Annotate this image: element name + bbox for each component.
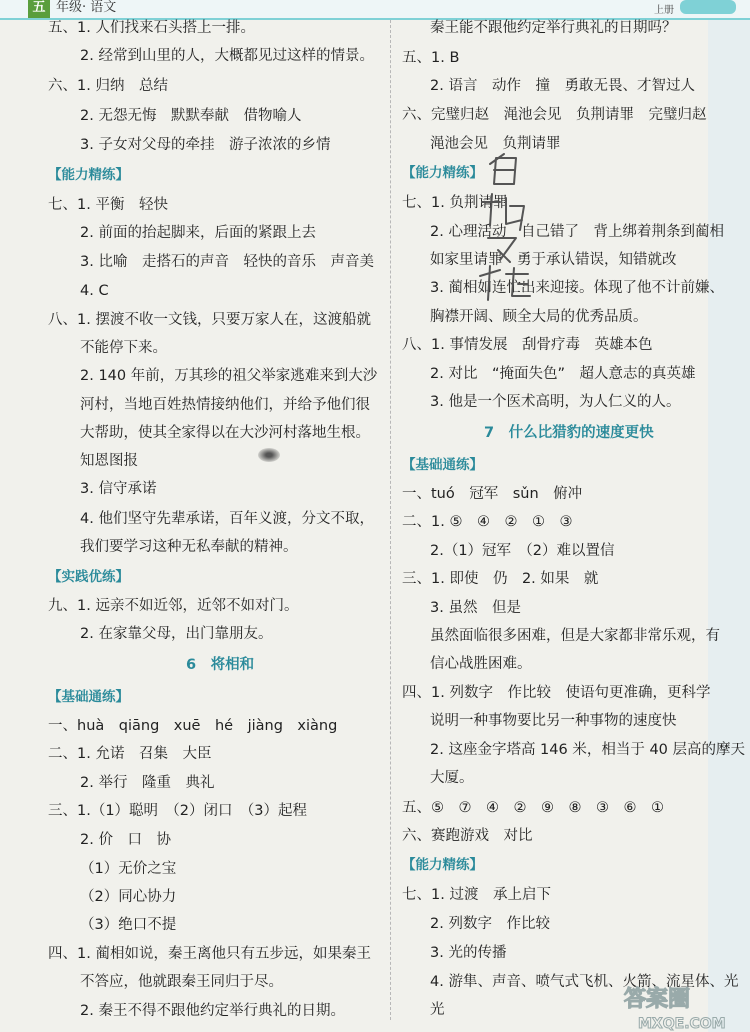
- answer-line: 光: [430, 1002, 445, 1018]
- answer-line: 河村，当地百姓热情接纳他们，并给予他们很: [80, 397, 370, 413]
- answer-line: 如家里请罪 勇于承认错误，知错就改: [430, 252, 677, 268]
- answer-line: 大帮助，使其全家得以在大沙河村落地生根。: [80, 425, 370, 441]
- answer-line: 4. 他们坚守先辈承诺，百年义渡，分文不取，: [80, 511, 374, 527]
- answer-line: 3. 蔺相如连忙出来迎接。体现了他不计前嫌、: [430, 280, 724, 296]
- answer-line: 不能停下来。: [80, 340, 167, 356]
- answer-line: 渑池会见 负荆请罪: [430, 136, 561, 152]
- section-heading: 【基础通练】: [48, 689, 129, 705]
- answer-line: 3. 他是一个医术高明，为人仁义的人。: [430, 394, 681, 410]
- answer-line: 不答应，他就跟秦王同归于尽。: [80, 974, 283, 990]
- grade-badge: 五: [28, 0, 50, 18]
- volume-label: 上册: [654, 5, 674, 16]
- answer-line: 2. 举行 隆重 典礼: [80, 775, 215, 791]
- answer-line: 我们要学习这种无私奉献的精神。: [80, 539, 298, 555]
- section-heading: 【能力精练】: [402, 857, 483, 873]
- answer-line: 2. 前面的抬起脚来，后面的紧跟上去: [80, 225, 316, 241]
- answer-line: 九、1. 远亲不如近邻，近邻不如对门。: [48, 598, 299, 614]
- page-header-bar: [0, 0, 750, 20]
- answer-line: 2.（1）冠军 （2）难以置信: [430, 543, 615, 559]
- answer-line: 六、赛跑游戏 对比: [402, 828, 533, 844]
- answer-line: （1）无价之宝: [80, 861, 177, 877]
- answer-line: 2. 列数字 作比较: [430, 916, 550, 932]
- answer-line: 五、⑤ ⑦ ④ ② ⑨ ⑧ ③ ⑥ ①: [402, 800, 664, 816]
- answer-line: 3. 信守承诺: [80, 481, 157, 497]
- answer-line: 大厦。: [430, 770, 474, 786]
- column-divider: [390, 20, 391, 1020]
- answer-line: 四、1. 蔺相如说，秦王离他只有五步远，如果秦王: [48, 946, 371, 962]
- subject-label: · 语文: [82, 0, 117, 15]
- answer-line: 2. 语言 动作 撞 勇敢无畏、才智过人: [430, 78, 695, 94]
- answer-line: 三、1. 即使 仍 2. 如果 就: [402, 571, 599, 587]
- answer-line: 4. 游隼、声音、喷气式飞机、火箭、流星体、光: [430, 974, 739, 990]
- answer-line: 五、1. B: [402, 50, 460, 66]
- answer-line: 八、1. 摆渡不收一文钱，只要万家人在，这渡船就: [48, 312, 371, 328]
- answer-line: 二、1. ⑤ ④ ② ① ③: [402, 514, 573, 530]
- ink-blot: [258, 448, 280, 462]
- answer-line: 2. 秦王不得不跟他约定举行典礼的日期。: [80, 1003, 345, 1019]
- answer-line: 一、tuó 冠军 sǔn 俯冲: [402, 486, 583, 502]
- answer-line: 胸襟开阔、顾全大局的优秀品质。: [430, 309, 648, 325]
- answer-line: 七、1. 负荆请罪: [402, 195, 508, 211]
- section-heading: 【能力精练】: [48, 167, 129, 183]
- grade-subject-label: [56, 0, 116, 16]
- chapter-title: 7 什么比猎豹的速度更快: [484, 425, 654, 441]
- answer-line: 说明一种事物要比另一种事物的速度快: [430, 713, 677, 729]
- answer-line: 五、1. 人们找来石头搭上一排。: [48, 20, 255, 36]
- answer-line: 3. 子女对父母的牵挂 游子浓浓的乡情: [80, 137, 331, 153]
- right-margin-strip: [708, 20, 750, 1032]
- handwritten-notes: [470, 150, 580, 310]
- answer-line: 2. 在家靠父母，出门靠朋友。: [80, 626, 273, 642]
- answer-line: 四、1. 列数字 作比较 使语句更准确，更科学: [402, 685, 711, 701]
- answer-line: 2. 价 口 协: [80, 832, 171, 848]
- answer-line: 虽然面临很多困难，但是大家都非常乐观，有: [430, 628, 720, 644]
- answer-line: 七、1. 过渡 承上启下: [402, 887, 551, 903]
- chapter-title: 6 将相和: [186, 657, 255, 673]
- answer-line: 秦王能不跟他约定举行典礼的日期吗？: [430, 20, 677, 36]
- answer-line: 4. C: [80, 283, 109, 299]
- answer-line: 3. 比喻 走搭石的声音 轻快的音乐 声音美: [80, 254, 374, 270]
- answer-line: 二、1. 允诺 召集 大臣: [48, 746, 212, 762]
- watermark-logo: [620, 980, 750, 1032]
- section-heading: 【实践优练】: [48, 569, 129, 585]
- answer-line: 3. 光的传播: [430, 945, 507, 961]
- answer-line: 八、1. 事情发展 刮骨疗毒 英雄本色: [402, 337, 653, 353]
- answer-line: 2. 140 年前，万其珍的祖父举家逃难来到大沙: [80, 368, 378, 384]
- grade-suffix: 年级: [56, 0, 83, 15]
- answer-line: 知恩图报: [80, 453, 138, 469]
- svg-text:答案圈: 答案圈: [624, 987, 691, 1012]
- answer-line: 2. 这座金字塔高 146 米，相当于 40 层高的摩天: [430, 742, 746, 758]
- answer-line: 六、完璧归赵 渑池会见 负荆请罪 完璧归赵: [402, 107, 707, 123]
- answer-line: 一、huà qiāng xuē hé jiàng xiàng: [48, 718, 338, 734]
- answer-line: 3. 虽然 但是: [430, 600, 521, 616]
- svg-text:MXQE.COM: MXQE.COM: [638, 1016, 726, 1032]
- section-heading: 【能力精练】: [402, 165, 483, 181]
- answer-line: 2. 无怨无悔 默默奉献 借物喻人: [80, 108, 302, 124]
- answer-line: 三、1.（1）聪明 （2）闭口 （3）起程: [48, 803, 308, 819]
- answer-line: （3）绝口不提: [80, 917, 177, 933]
- answer-line: （2）同心协力: [80, 889, 177, 905]
- section-heading: 【基础通练】: [402, 457, 483, 473]
- answer-line: 2. 对比 “掩面失色” 超人意志的真英雄: [430, 366, 696, 382]
- answer-line: 2. 心理活动 自己错了 背上绑着荆条到蔺相: [430, 224, 724, 240]
- header-tag-decoration: [680, 0, 736, 14]
- answer-line: 信心战胜困难。: [430, 656, 532, 672]
- answer-line: 六、1. 归纳 总结: [48, 78, 168, 94]
- answer-line: 七、1. 平衡 轻快: [48, 197, 168, 213]
- answer-line: 2. 经常到山里的人，大概都见过这样的情景。: [80, 48, 374, 64]
